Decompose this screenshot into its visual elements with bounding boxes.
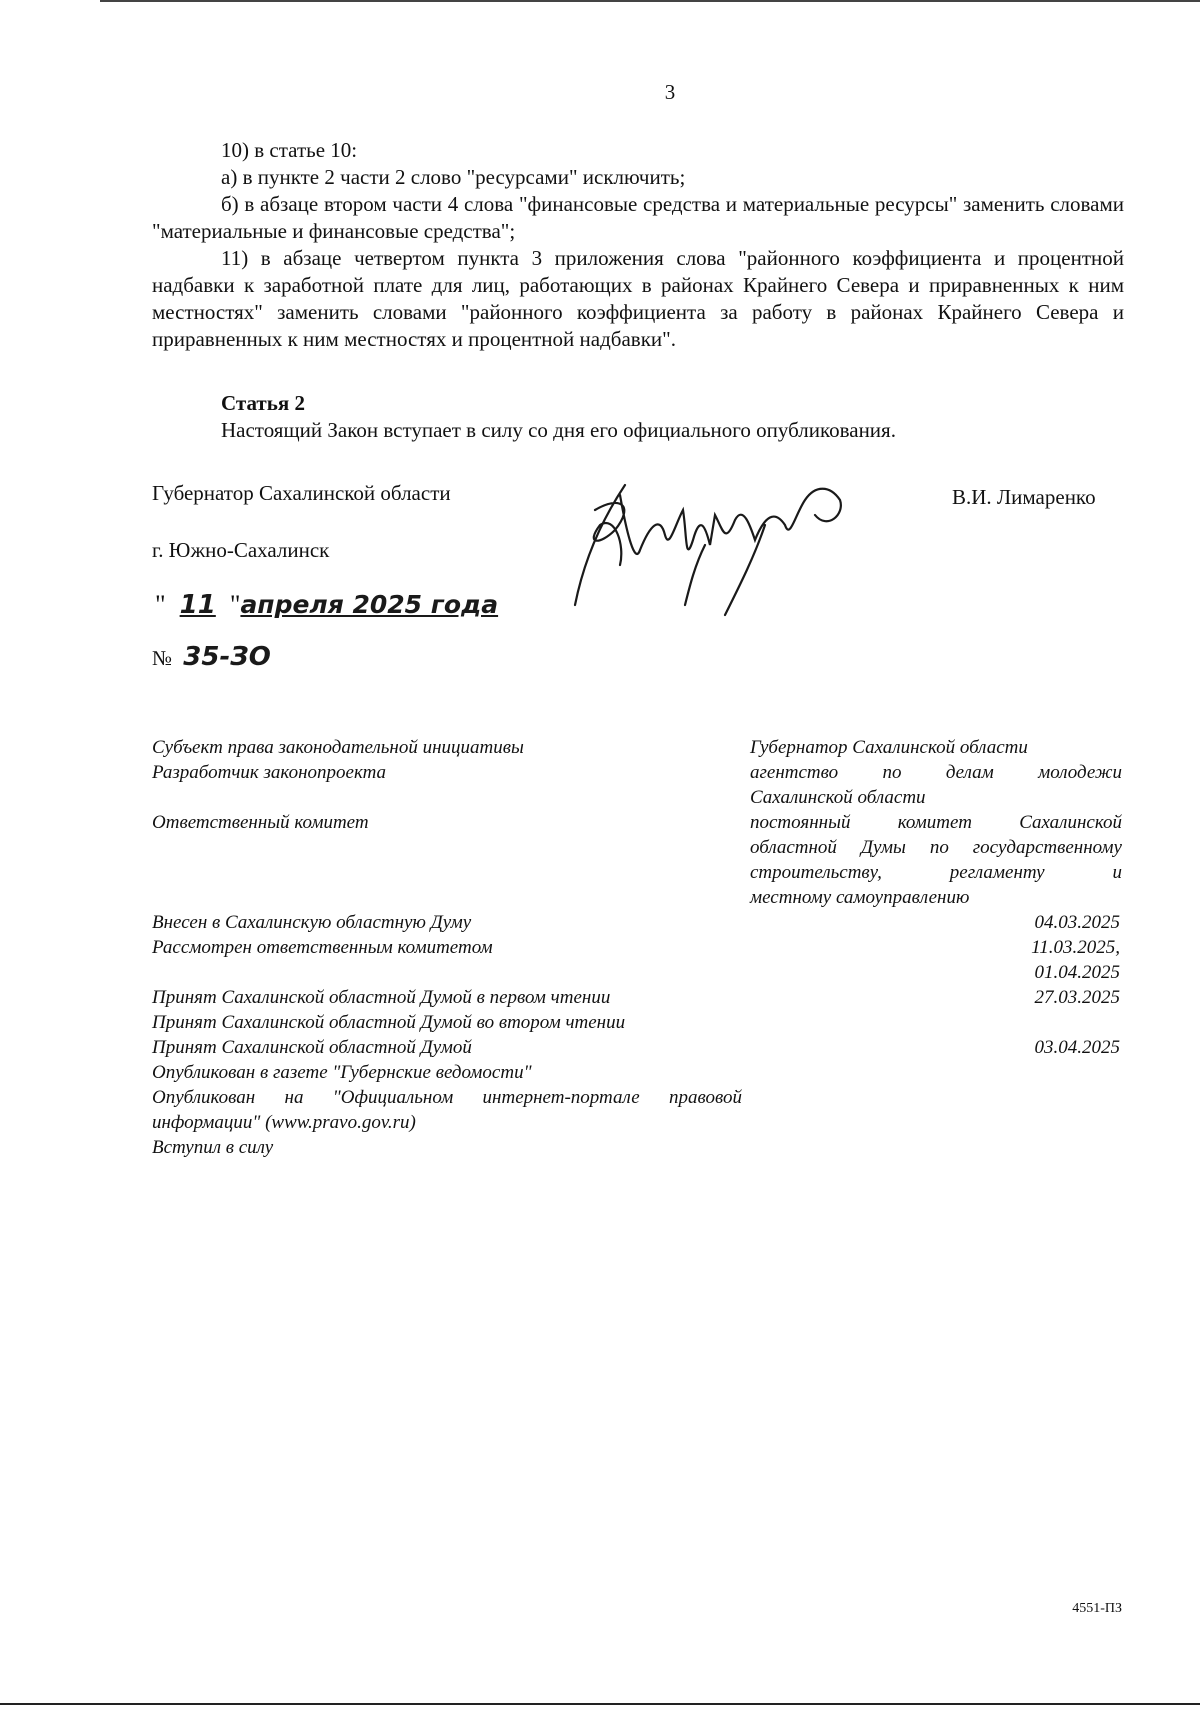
meta-committee: Ответственный комитет [152, 812, 369, 833]
date-adopted: 03.04.2025 [1034, 1037, 1120, 1058]
article2-text: Настоящий Закон вступает в силу со дня его официального опубликования. [221, 418, 896, 442]
meta-developer: Разработчик законопроекта [152, 762, 387, 783]
handwritten-signature [565, 455, 885, 625]
meta-second-reading: Принят Сахалинской областной Думой во втором чтении [152, 1012, 626, 1033]
date-reviewed-1: 11.03.2025, [1031, 937, 1120, 958]
governor-position: Губернатор Сахалинской области [152, 481, 451, 505]
date-reviewed-2: 01.04.2025 [1034, 962, 1120, 983]
meta-left-block-1 [152, 735, 712, 835]
date-submitted: 04.03.2025 [1034, 912, 1120, 933]
meta-committee-value-3: строительству, регламенту и [750, 862, 1122, 883]
date-month-year: апреля 2025 года [240, 590, 499, 619]
article2 [152, 390, 1124, 444]
item-10b: б) в абзаце втором части 4 слова "финансовые средства и материальные ресурсы" заменить словами "материальные и финансовые средства"; [152, 192, 1124, 243]
meta-submitted: Внесен в Сахалинскую областную Думу [152, 912, 472, 933]
signing-date [155, 590, 498, 620]
meta-left-block-2 [152, 910, 752, 1160]
scan-edge-line [100, 0, 1200, 2]
item-10a: а) в пункте 2 части 2 слово "ресурсами" исключить; [221, 165, 686, 189]
meta-in-force: Вступил в силу [152, 1137, 274, 1158]
date-quote-close: " [229, 590, 241, 619]
page-number: 3 [664, 80, 676, 104]
meta-published-portal: Опубликован на "Официальном интернет-портале правовой информации" (www.pravo.gov.ru) [152, 1087, 742, 1133]
meta-first-reading: Принят Сахалинской областной Думой в первом чтении [152, 987, 611, 1008]
meta-right-block [750, 735, 1122, 910]
meta-developer-value-1: агентство по делам молодежи [750, 762, 1122, 783]
governor-name: В.И. Лимаренко [952, 485, 1096, 509]
date-first-reading: 27.03.2025 [1034, 987, 1120, 1008]
meta-subject-value: Губернатор Сахалинской области [750, 737, 1028, 758]
meta-subject: Субъект права законодательной инициативы [152, 737, 524, 758]
city: г. Южно-Сахалинск [152, 538, 330, 562]
law-number [152, 642, 271, 672]
item-11: 11) в абзаце четвертом пункта 3 приложения слова "районного коэффициента и процентной надбавки к заработной плате для лиц, работающих в районах Крайнего Севера и приравненных к ним местностях" заменить словами "районного коэффициента за работу в районах Крайнего Севера и приравненных к ним местностях и процентной надбавки". [152, 246, 1124, 351]
meta-committee-value-4: местному самоуправлению [750, 887, 970, 908]
meta-published-newspaper: Опубликован в газете "Губернские ведомости" [152, 1062, 532, 1083]
article1-continuation [152, 137, 1124, 353]
number-prefix: № [152, 646, 173, 670]
meta-dates [1031, 910, 1120, 1060]
meta-reviewed: Рассмотрен ответственным комитетом [152, 937, 493, 958]
item-10: 10) в статье 10: [221, 138, 358, 162]
meta-committee-value-1: постоянный комитет Сахалинской [750, 812, 1122, 833]
meta-adopted: Принят Сахалинской областной Думой [152, 1037, 472, 1058]
date-day: 11 [179, 590, 216, 620]
meta-developer-value-2: Сахалинской области [750, 787, 926, 808]
scan-bottom-line [0, 1703, 1200, 1705]
number-value: 35-ЗО [183, 642, 271, 672]
meta-committee-value-2: областной Думы по государственному [750, 837, 1122, 858]
date-quote-open: " [155, 590, 166, 619]
article2-title: Статья 2 [221, 391, 305, 415]
footer-code: 4551-ПЗ [1072, 1601, 1122, 1616]
